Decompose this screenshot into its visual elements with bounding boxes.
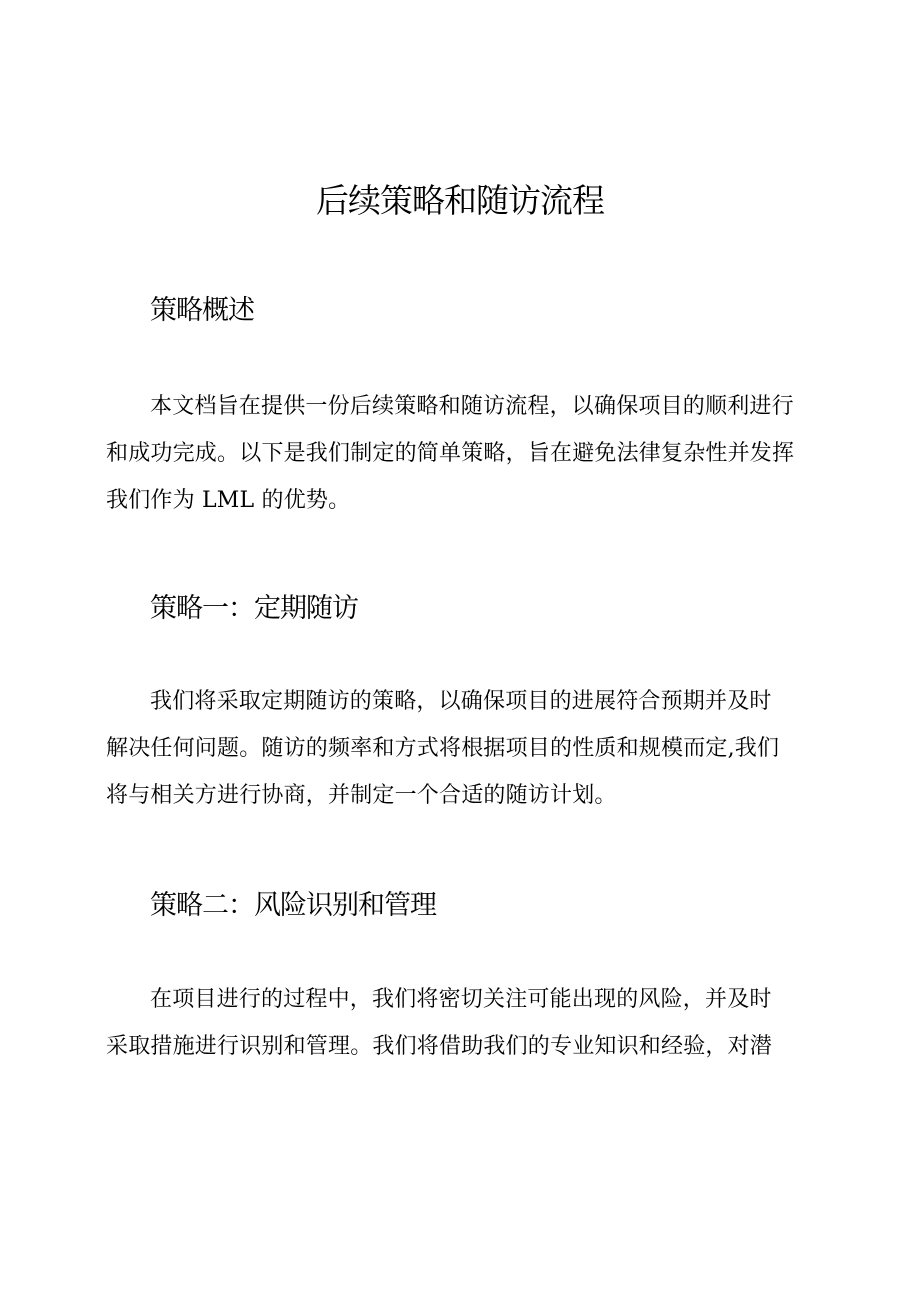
section-paragraph-overview bbox=[106, 383, 822, 524]
paragraph-line: 和成功完成。以下是我们制定的简单策略，旨在避免法律复杂性并发挥 bbox=[106, 441, 795, 466]
section-paragraph-strategy-one bbox=[106, 678, 822, 819]
section-heading-strategy-one: 策略一：定期随访 bbox=[150, 593, 358, 624]
section-paragraph-strategy-two bbox=[106, 976, 822, 1070]
paragraph-line: 本文档旨在提供一份后续策略和随访流程，以确保项目的顺利进行 bbox=[150, 394, 794, 419]
paragraph-line: 我们作为 LML 的优势。 bbox=[106, 488, 351, 513]
section-heading-overview: 策略概述 bbox=[150, 295, 254, 326]
paragraph-line: 采取措施进行识别和管理。我们将借助我们的专业知识和经验，对潜 bbox=[106, 1034, 773, 1059]
paragraph-line: 解决任何问题。随访的频率和方式将根据项目的性质和规模而定,我们 bbox=[106, 736, 780, 761]
paragraph-line: 将与相关方进行协商，并制定一个合适的随访计划。 bbox=[106, 783, 617, 808]
paragraph-line: 在项目进行的过程中，我们将密切关注可能出现的风险，并及时 bbox=[150, 987, 772, 1012]
section-heading-strategy-two: 策略二：风险识别和管理 bbox=[150, 890, 436, 921]
document-title: 后续策略和随访流程 bbox=[316, 181, 604, 220]
paragraph-line: 我们将采取定期随访的策略，以确保项目的进展符合预期并及时 bbox=[150, 689, 772, 714]
